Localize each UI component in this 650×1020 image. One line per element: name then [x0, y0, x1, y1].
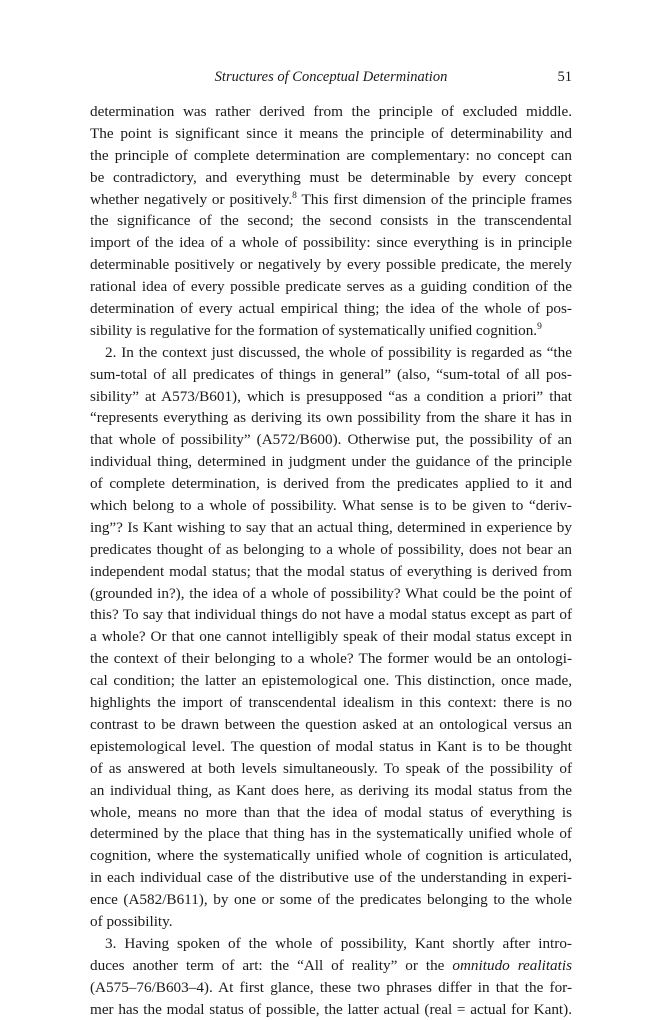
text-line	[90, 101, 572, 123]
text-line	[90, 298, 572, 320]
text-segment: be contradictory, and everything must be determinable by every concept	[90, 168, 572, 186]
text-line	[90, 407, 572, 429]
text-line	[90, 714, 572, 736]
text-segment: (A575–76/B603–4). At first glance, these two phrases differ in that the for-	[90, 978, 572, 996]
text-line	[90, 145, 572, 167]
text-segment: 3. Having spoken of the whole of possibility, Kant shortly after intro-	[105, 934, 572, 952]
text-segment: the significance of the second; the second consists in the transcendental	[90, 212, 572, 230]
text-line	[90, 889, 572, 911]
text-line	[90, 320, 572, 342]
text-segment: individual thing, determined in judgment under the guidance of the principle	[90, 453, 572, 471]
text-segment: an individual thing, as Kant does here, as deriving its modal status from the	[90, 781, 572, 799]
text-segment: ence (A582/B611), by one or some of the predicates belonging to the whole	[90, 891, 572, 909]
text-segment: of possibility.	[90, 912, 173, 930]
text-segment: sibility” at A573/B601), which is presupposed “as a condition a priori” that	[90, 387, 572, 405]
text-segment: import of the idea of a whole of possibility: since everything is in principle	[90, 234, 572, 252]
text-line	[90, 648, 572, 670]
text-segment: determination was rather derived from the principle of excluded middle.	[90, 103, 572, 120]
text-segment: sibility is regulative for the formation of systematically unified cognition.	[90, 321, 538, 339]
italic-text: omnitudo realitatis	[452, 956, 572, 974]
text-line	[90, 276, 572, 298]
running-title: Structures of Conceptual Determination	[214, 69, 448, 85]
text-segment: 2. In the context just discussed, the whole of possibility is regarded as “the	[105, 343, 572, 361]
text-segment: The point is significant since it means the principle of determinability and	[90, 124, 572, 142]
text-line	[90, 933, 572, 955]
text-line	[90, 495, 572, 517]
text-line	[90, 342, 572, 364]
text-segment: cognition, where the systematically unified whole of cognition is articulated,	[90, 847, 572, 865]
text-segment: (grounded in?), the idea of a whole of possibility? What could be the point of	[90, 584, 572, 602]
text-line	[90, 670, 572, 692]
text-line	[90, 539, 572, 561]
text-segment: that whole of possibility” (A572/B600). Otherwise put, the possibility of an	[90, 431, 572, 449]
text-segment: cal condition; the latter an epistemological one. This distinction, once made,	[90, 672, 572, 690]
running-header	[90, 66, 572, 88]
text-line	[90, 758, 572, 780]
text-segment: the principle of complete determination are complementary: no concept can	[90, 146, 572, 164]
text-segment: duces another term of art: the “All of reality” or the	[90, 956, 453, 974]
text-segment: whether negatively or positively.	[90, 190, 293, 208]
text-line	[90, 364, 572, 386]
text-segment: mer has the modal status of possible, the latter actual (real = actual for Kant).	[90, 1000, 572, 1018]
text-line	[90, 823, 572, 845]
text-line	[90, 911, 572, 933]
footnote-marker[interactable]: 9	[537, 321, 542, 332]
text-line	[90, 845, 572, 867]
footnote-marker[interactable]: 8	[292, 190, 297, 201]
text-segment: in each individual case of the distributive use of the understanding in experi-	[90, 869, 572, 887]
text-segment: predicates thought of as belonging to a whole of possibility, does not bear an	[90, 540, 572, 558]
text-line	[90, 955, 572, 977]
text-segment: whole, means no more than that the idea of modal status of everything is	[90, 803, 572, 821]
text-segment: ing”? Is Kant wishing to say that an actual thing, determined in experience by	[90, 518, 572, 536]
text-line	[90, 626, 572, 648]
text-segment: contrast to be drawn between the question asked at an ontological versus an	[90, 715, 572, 733]
text-line	[90, 977, 572, 999]
text-segment: a whole? Or that one cannot intelligibly speak of their modal status except in	[90, 628, 572, 646]
text-line	[90, 604, 572, 626]
text-segment: highlights the import of transcendental idealism in this context: there is no	[90, 694, 572, 712]
text-line	[90, 561, 572, 583]
text-line	[90, 210, 572, 232]
text-line	[90, 802, 572, 824]
text-segment: epistemological level. The question of modal status in Kant is to be thought	[90, 737, 572, 755]
text-line	[90, 232, 572, 254]
text-segment: sum-total of all predicates of things in general” (also, “sum-total of all pos-	[90, 365, 572, 383]
text-line	[90, 123, 572, 145]
text-line	[90, 583, 572, 605]
text-line	[90, 429, 572, 451]
body-text	[90, 101, 572, 1020]
page-number: 51	[557, 69, 572, 85]
text-segment: the context of their belonging to a whole? The former would be an ontologi-	[90, 650, 572, 668]
text-line	[90, 999, 572, 1020]
text-segment: independent modal status; that the modal status of everything is derived from	[90, 562, 572, 580]
text-line	[90, 473, 572, 495]
text-segment: This first dimension of the principle frames	[296, 190, 572, 208]
text-segment: determinable positively or negatively by every possible predicate, the merely	[90, 256, 572, 274]
text-line	[90, 867, 572, 889]
text-segment: this? To say that individual things do not have a modal status except as part of	[90, 606, 572, 624]
text-segment: of as answered at both levels simultaneously. To speak of the possibility of	[90, 759, 572, 777]
text-line	[90, 517, 572, 539]
text-segment: determined by the place that thing has in the systematically unified whole of	[90, 825, 572, 843]
text-line	[90, 167, 572, 189]
text-line	[90, 386, 572, 408]
text-segment: “represents everything as deriving its own possibility from the share it has in	[90, 409, 572, 427]
text-segment: determination of every actual empirical thing; the idea of the whole of pos-	[90, 300, 572, 318]
text-segment: of complete determination, is derived from the predicates applied to it and	[90, 475, 572, 493]
text-line	[90, 254, 572, 276]
text-line	[90, 451, 572, 473]
text-segment: which belong to a whole of possibility. What sense is to be given to “deriv-	[90, 497, 572, 515]
text-line	[90, 736, 572, 758]
text-line	[90, 189, 572, 211]
text-line	[90, 692, 572, 714]
text-line	[90, 780, 572, 802]
text-segment: rational idea of every possible predicate serves as a guiding condition of the	[90, 278, 572, 296]
